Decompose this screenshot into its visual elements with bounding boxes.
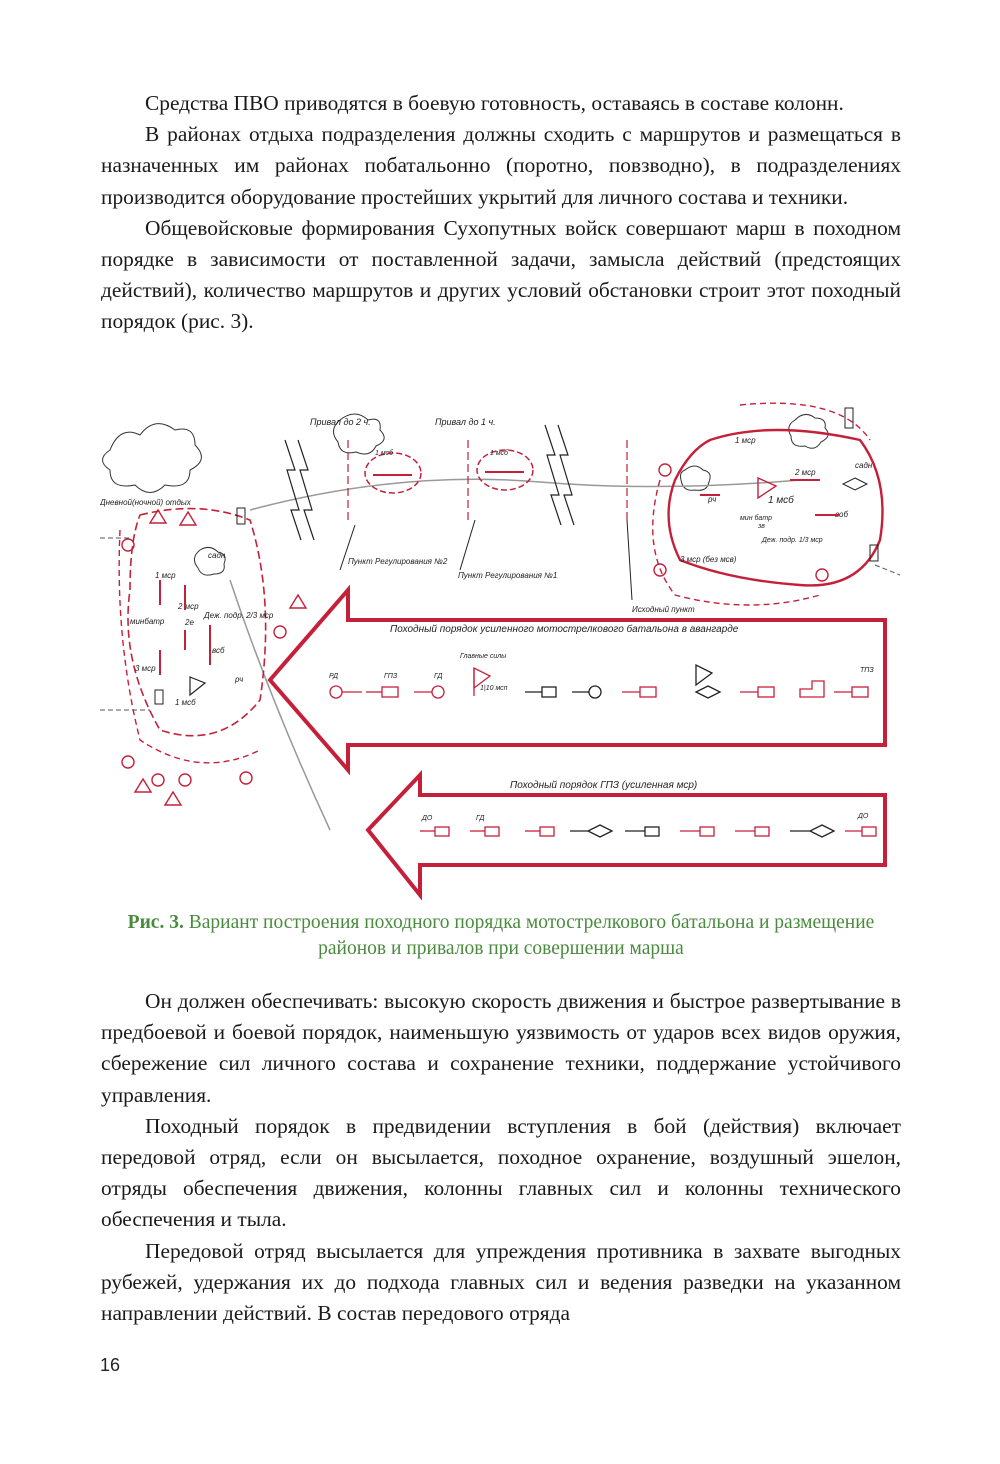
gpz-label: ГПЗ xyxy=(384,673,398,680)
minbatr-label: минбатр xyxy=(130,617,165,626)
paragraph: В районах отдыха подразделения должны сходить с маршрутов и размещаться в назначенных им районах побатальонно (поротно, повзводно), в подразделениях производится оборудование простейших укрытий для личного состава и техники. xyxy=(101,122,901,209)
paragraph: Передовой отряд высылается для упреждения противника в захвате выгодных рубежей, удержания их до подхода главных сил и ведения разведки на указанном направлении действий. В состав передового отряда xyxy=(101,1238,901,1326)
paragraph: Средства ПВО приводятся в боевую готовность, оставаясь в составе колонн. xyxy=(145,91,844,115)
page-number: 16 xyxy=(100,1355,121,1375)
bottom-text-block xyxy=(101,986,901,1329)
vanguard-arrow xyxy=(270,590,885,770)
tpz-label: ТПЗ xyxy=(860,667,874,674)
halt-1h-label: Привал до 1 ч. xyxy=(435,417,496,427)
gd2-label: ГД xyxy=(476,815,485,822)
halt-msb-label: 1 мсб xyxy=(375,450,393,457)
top-text-block xyxy=(101,88,901,338)
duty-label: Деж. подр. 2/3 мср xyxy=(204,611,274,620)
main-forces-label: Главные силы xyxy=(460,653,507,660)
right-msr1-label: 1 мср xyxy=(735,436,756,445)
msr3-label: 3 мср xyxy=(135,664,156,673)
vanguard-title: Походный порядок усиленного мотострелкового батальона в авангарде xyxy=(390,624,739,635)
right-vsb-label: воб xyxy=(835,510,848,519)
vsb-label: всб xyxy=(212,646,225,655)
right-rch-label: рч xyxy=(708,495,717,504)
right-msb-label: 1 мсб xyxy=(768,495,794,506)
halt-msb-label: 1 мсб xyxy=(490,450,508,457)
rd-label: РД xyxy=(329,673,339,680)
rest-area-label: Дневной(ночной) отдых xyxy=(100,498,191,507)
right-ze-label: зв xyxy=(758,523,765,530)
gpz-arrow xyxy=(368,775,885,895)
msr1-label: 1 мср xyxy=(155,571,176,580)
msb-label: 1 мсб xyxy=(175,698,196,707)
paragraph: Он должен обеспечивать: высокую скорость движения и быстрое развертывание в предбоевой и боевой порядок, наименьшую уязвимость от ударов всех видов оружия, сбережение сил личного состава и сохранение техники, поддержание устойчивого управления. xyxy=(101,989,901,1107)
point1-label: Пункт Регулирования №1 xyxy=(458,571,558,580)
paragraph: Общевойсковые формирования Сухопутных войск совершают марш в походном порядке в зависимости от поставленной задачи, замысла действий (предстоящих действий), количество маршрутов и других условий обстановки строит этот походный порядок (рис. 3). xyxy=(101,215,901,334)
rch-label: рч xyxy=(235,675,244,684)
right-minbatr-label: мин батр xyxy=(740,515,772,522)
halt-2h-area xyxy=(365,453,421,493)
march-order-diagram xyxy=(100,400,900,900)
right-sadn-label: садн xyxy=(855,461,873,470)
gpz-title: Походный порядок ГПЗ (усиленная мср) xyxy=(510,780,698,791)
right-duty-label: Деж. подр. 1/3 мср xyxy=(762,537,823,544)
paragraph: Походный порядок в предвидении вступления в бой (действия) включает передовой отряд, если он высылается, походное охранение, воздушный эшелон, отряды обеспечения движения, колонны главных сил и колонны технического обеспечения и тыла. xyxy=(101,1113,901,1232)
ze-label: 2е xyxy=(185,618,194,627)
do-right-label: ДО xyxy=(858,813,869,820)
caption-label: Рис. 3. xyxy=(127,912,184,933)
gd-label: ГД xyxy=(434,673,443,680)
figure-caption xyxy=(101,910,901,962)
do-left-label: ДО xyxy=(422,815,433,822)
main-forces-sub-label: 1|10 мсп xyxy=(480,685,508,692)
caption-text: Вариант построения походного порядка мотострелкового батальона и размещение районов и привалов при совершении марша xyxy=(188,912,875,959)
sadn-label: садн xyxy=(208,551,226,560)
right-msr2-label: 2 мср xyxy=(795,468,816,477)
right-msr3-label: 3 мср (без мсв) xyxy=(680,555,737,564)
halt-2h-label: Привал до 2 ч. xyxy=(310,417,371,427)
start-point-label: Исходный пункт xyxy=(632,605,695,614)
point2-label: Пункт Регулирования №2 xyxy=(348,557,448,566)
msr2-label: 2 мср xyxy=(178,602,199,611)
